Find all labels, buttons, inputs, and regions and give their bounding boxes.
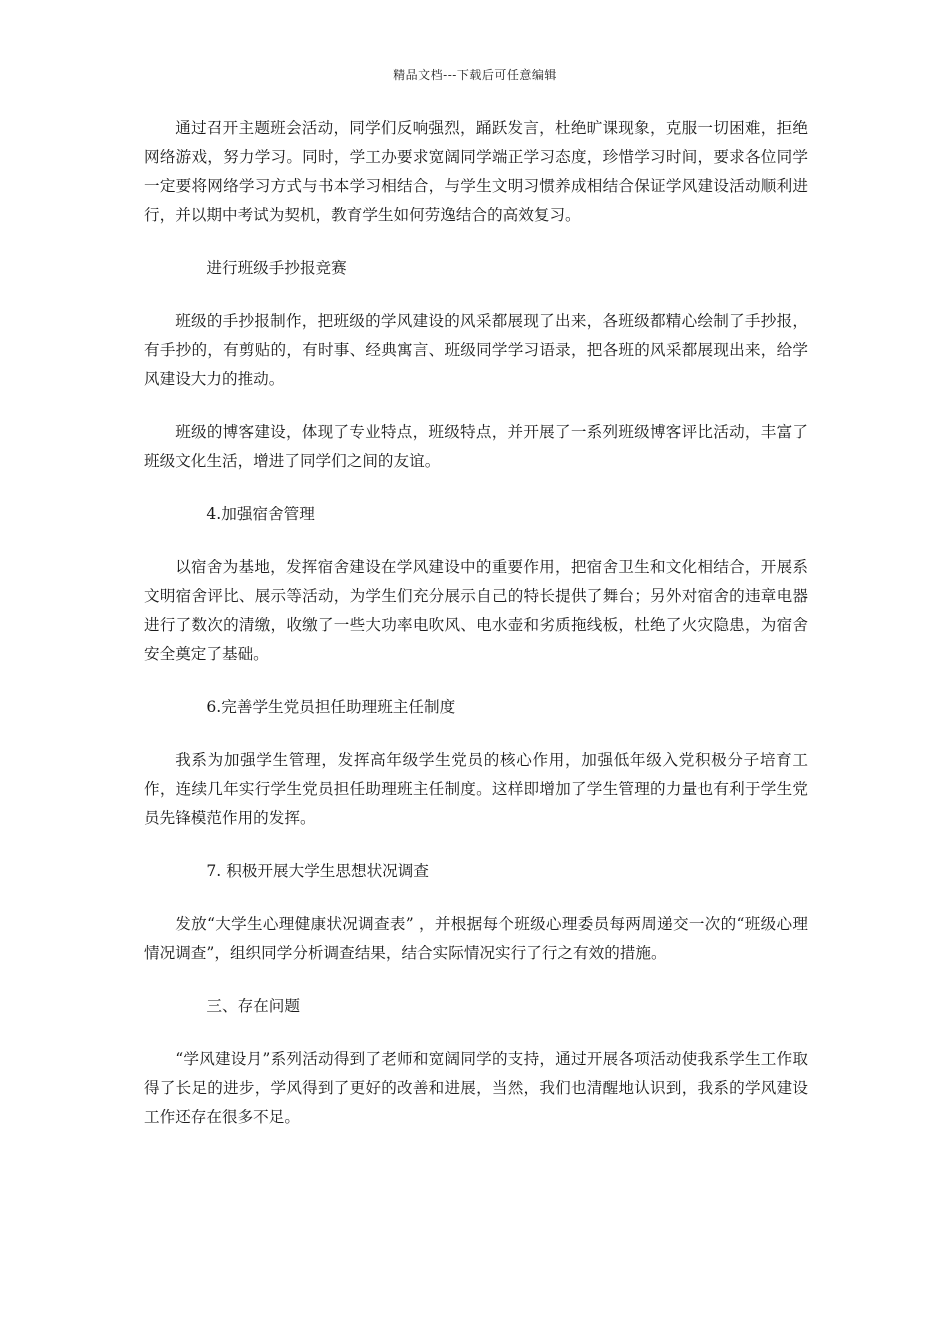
paragraph-class-blog: 班级的博客建设，体现了专业特点，班级特点，并开展了一系列班级博客评比活动，丰富了班级文化生活，增进了同学们之间的友谊。 xyxy=(144,423,808,470)
document-body xyxy=(144,114,808,1132)
heading-thought-survey: 7. 积极开展大学生思想状况调查 xyxy=(206,862,429,880)
paragraph-thought-survey: 发放“大学生心理健康状况调查表” ，并根据每个班级心理委员每两周递交一次的“班级心理情况调查”，组织同学分析调查结果，结合实际情况实行了行之有效的措施。 xyxy=(144,915,808,962)
heading-handwritten-newspaper: 进行班级手抄报竞赛 xyxy=(206,259,347,277)
heading-existing-problems: 三、存在问题 xyxy=(206,997,300,1015)
paragraph-handwritten-newspaper: 班级的手抄报制作，把班级的学风建设的风采都展现了出来，各班级都精心绘制了手抄报，有手抄的，有剪贴的，有时事、经典寓言、班级同学学习语录，把各班的风采都展现出来，给学风建设大力的推动。 xyxy=(144,312,808,388)
heading-party-member-assistant: 6.完善学生党员担任助理班主任制度 xyxy=(206,698,456,716)
paragraph-class-meeting: 通过召开主题班会活动，同学们反响强烈，踊跃发言，杜绝旷课现象，克服一切困难，拒绝网络游戏，努力学习。同时，学工办要求宽阔同学端正学习态度，珍惜学习时间，要求各位同学一定要将网络学习方式与书本学习相结合，与学生文明习惯养成相结合保证学风建设活动顺利进行，并以期中考试为契机，教育学生如何劳逸结合的高效复习。 xyxy=(144,119,808,224)
paragraph-existing-problems: “学风建设月”系列活动得到了老师和宽阔同学的支持，通过开展各项活动使我系学生工作取得了长足的进步，学风得到了更好的改善和进展，当然，我们也清醒地认识到，我系的学风建设工作还存在很多不足。 xyxy=(144,1050,808,1126)
page-header: 精品文档---下载后可任意编辑 xyxy=(393,68,557,82)
paragraph-party-member-assistant: 我系为加强学生管理，发挥高年级学生党员的核心作用，加强低年级入党积极分子培育工作，连续几年实行学生党员担任助理班主任制度。这样即增加了学生管理的力量也有利于学生党员先锋模范作用的发挥。 xyxy=(144,751,808,827)
paragraph-dorm-management: 以宿舍为基地，发挥宿舍建设在学风建设中的重要作用，把宿舍卫生和文化相结合，开展系文明宿舍评比、展示等活动，为学生们充分展示自己的特长提供了舞台；另外对宿舍的违章电器进行了数次的清缴，收缴了一些大功率电吹风、电水壶和劣质拖线板，杜绝了火灾隐患，为宿舍安全奠定了基础。 xyxy=(144,558,808,663)
heading-dorm-management: 4.加强宿舍管理 xyxy=(206,505,315,523)
